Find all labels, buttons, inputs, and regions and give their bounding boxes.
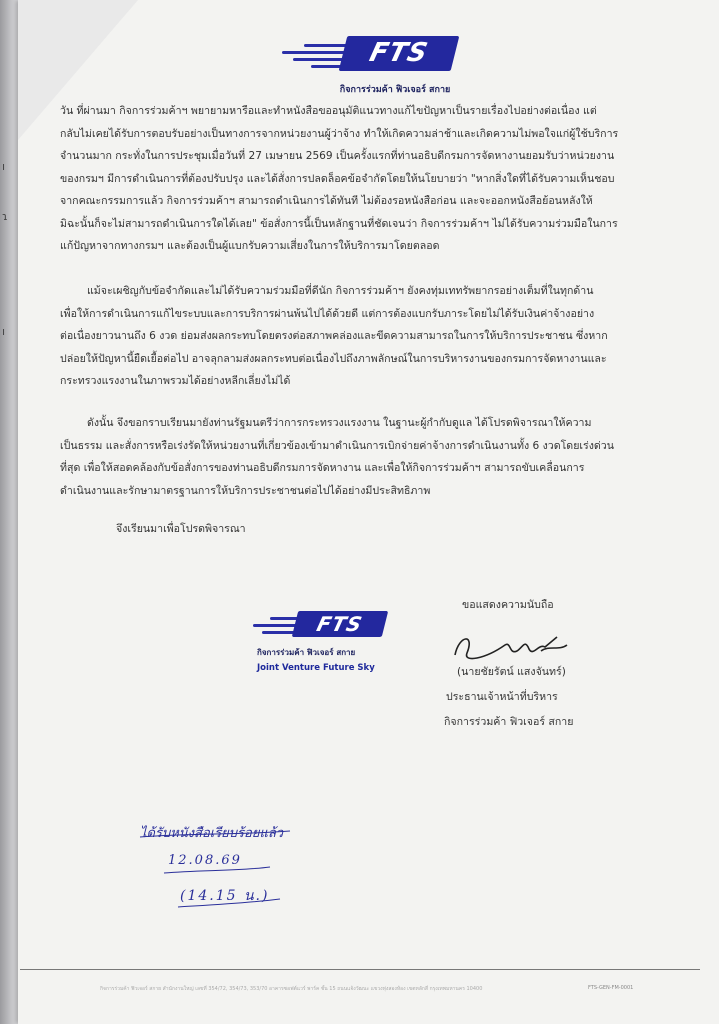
signatory-name: (นายชัยรัตน์ แสงจันทร์) bbox=[457, 666, 566, 678]
logo-mark: FTS bbox=[292, 611, 388, 637]
edge-mark: ı bbox=[2, 325, 6, 338]
paragraph-1 bbox=[60, 100, 660, 258]
received-note: ได้รับหนังสือเรียบร้อยแล้ว bbox=[140, 826, 284, 841]
text-line: วัน ที่ผ่านมา กิจการร่วมค้าฯ พยายามหารือและทำหนังสือขออนุมัติแนวทางแก้ไขปัญหาเป็นรายเรื่องไปอย่างต่อเนื่อง แต่ bbox=[60, 105, 597, 117]
signatory-organization: กิจการร่วมค้า ฟิวเจอร์ สกาย bbox=[444, 716, 574, 728]
company-logo-stamp bbox=[245, 607, 385, 675]
text-line: ดังนั้น จึงขอกราบเรียนมายังท่านรัฐมนตรีว่าการกระทรวงแรงงาน ในฐานะผู้กำกับดูแล ได้โปรดพิจารณาให้ความ bbox=[60, 417, 592, 429]
logo-mark: FTS bbox=[339, 36, 459, 71]
text-line: ของกรมฯ มีการดำเนินการที่ต้องปรับปรุง และได้สั่งการปลดล็อคข้อจำกัดโดยให้นโยบายว่า "หากสิ่งใดที่ได้รับความเห็นชอบ bbox=[60, 172, 615, 185]
text-line: แก้ปัญหาจากทางกรมฯ และต้องเป็นผู้แบกรับความเสี่ยงในการให้บริการมาโดยตลอด bbox=[60, 240, 440, 252]
logo-subtitle: กิจการร่วมค้า ฟิวเจอร์ สกาย bbox=[257, 648, 356, 657]
edge-mark: ı bbox=[2, 160, 6, 173]
text-line: ดำเนินงานและรักษามาตรฐานการให้บริการประชาชนต่อไปได้อย่างมีประสิทธิภาพ bbox=[60, 484, 431, 497]
text-line: ที่สุด เพื่อให้สอดคล้องกับข้อสั่งการของท่านอธิบดีกรมการจัดหางาน และเพื่อให้กิจการร่วมค้าฯ สามารถขับเคลื่อนการ bbox=[60, 462, 585, 474]
received-date: 12.08.69 bbox=[168, 853, 242, 868]
footer-divider bbox=[20, 969, 700, 970]
paragraph-2 bbox=[60, 280, 660, 393]
company-logo-top bbox=[275, 36, 455, 96]
footer-address: กิจการร่วมค้า ฟิวเจอร์ สกาย สำนักงานใหญ่ เลขที่ 354/72, 354/73, 353/70 อาคารซอฟต์แวร์ พาร์ค ชั้น 15 ถนนแจ้งวัฒนะ แขวงทุ่งสองห้อง เขตหลักสี่ กรุงเทพมหานคร 10400 bbox=[100, 986, 483, 992]
form-code: FTS-GEN-FM-0001 bbox=[588, 985, 634, 991]
desk-edge bbox=[0, 0, 20, 1024]
edge-mark: ɿ bbox=[2, 210, 8, 223]
signatory-position: ประธานเจ้าหน้าที่บริหาร bbox=[446, 691, 558, 703]
paragraph-3 bbox=[60, 412, 660, 502]
text-line: ปล่อยให้ปัญหานี้ยืดเยื้อต่อไป อาจลุกลามส่งผลกระทบต่อเนื่องไปถึงภาพลักษณ์ในการบริหารงานของกรมการจัดหางานและ bbox=[60, 352, 607, 365]
received-number: (14.15 น.) bbox=[180, 888, 270, 904]
text-line: กระทรวงแรงงานในภาพรวมได้อย่างหลีกเลี่ยงไม่ได้ bbox=[60, 375, 291, 387]
speed-lines-icon bbox=[275, 40, 347, 68]
text-line: กลับไม่เคยได้รับการตอบรับอย่างเป็นทางการจากหน่วยงานผู้ว่าจ้าง ทำให้เกิดความล่าช้าและเกิดความไม่พอใจแก่ผู้ใช้บริการ bbox=[60, 127, 619, 140]
closing-line: จึงเรียนมาเพื่อโปรดพิจารณา bbox=[116, 523, 246, 535]
text-line: จากคณะกรรมการแล้ว กิจการร่วมค้าฯ สามารถดำเนินการได้ทันที ไม่ต้องรอหนังสือก่อน และจะออกหนังสือย้อนหลังให้ bbox=[60, 195, 593, 207]
regards-line: ขอแสดงความนับถือ bbox=[462, 599, 554, 611]
text-line: มิฉะนั้นก็จะไม่สามารถดำเนินการใดได้เลย" ข้อสั่งการนี้เป็นหลักฐานที่ชัดเจนว่า กิจการร่วมค้าฯ ไม่ได้รับความร่วมมือในการ bbox=[60, 217, 618, 230]
text-line: ต่อเนื่องยาวนานถึง 6 งวด ย่อมส่งผลกระทบโดยตรงต่อสภาพคล่องและขีดความสามารถในการให้บริการประชาชน ซึ่งหาก bbox=[60, 330, 608, 342]
text-line: จำนวนมาก กระทั่งในการประชุมเมื่อวันที่ 27 เมษายน 2569 เป็นครั้งแรกที่ท่านอธิบดีกรมการจัดหางานยอมรับว่าหน่วยงาน bbox=[60, 150, 615, 162]
logo-subtitle-en: Joint Venture Future Sky bbox=[257, 663, 375, 673]
logo-subtitle: กิจการร่วมค้า ฟิวเจอร์ สกาย bbox=[339, 85, 451, 95]
text-line: เป็นธรรม และสั่งการหรือเร่งรัดให้หน่วยงานที่เกี่ยวข้องเข้ามาดำเนินการเบิกจ่ายค่าจ้างการดำเนินงานทั้ง 6 งวดโดยเร่งด่วน bbox=[60, 439, 614, 452]
text-line: เพื่อให้การดำเนินการแก้ไขระบบและการบริการผ่านพ้นไปได้ด้วยดี แต่การต้องแบกรับภาระโดยไม่ได้รับเงินค่าจ้างอย่าง bbox=[60, 307, 595, 320]
text-line: แม้จะเผชิญกับข้อจำกัดและไม่ได้รับความร่วมมือที่ดีนัก กิจการร่วมค้าฯ ยังคงทุ่มเททรัพยากรอย่างเต็มที่ในทุกด้าน bbox=[60, 285, 594, 297]
